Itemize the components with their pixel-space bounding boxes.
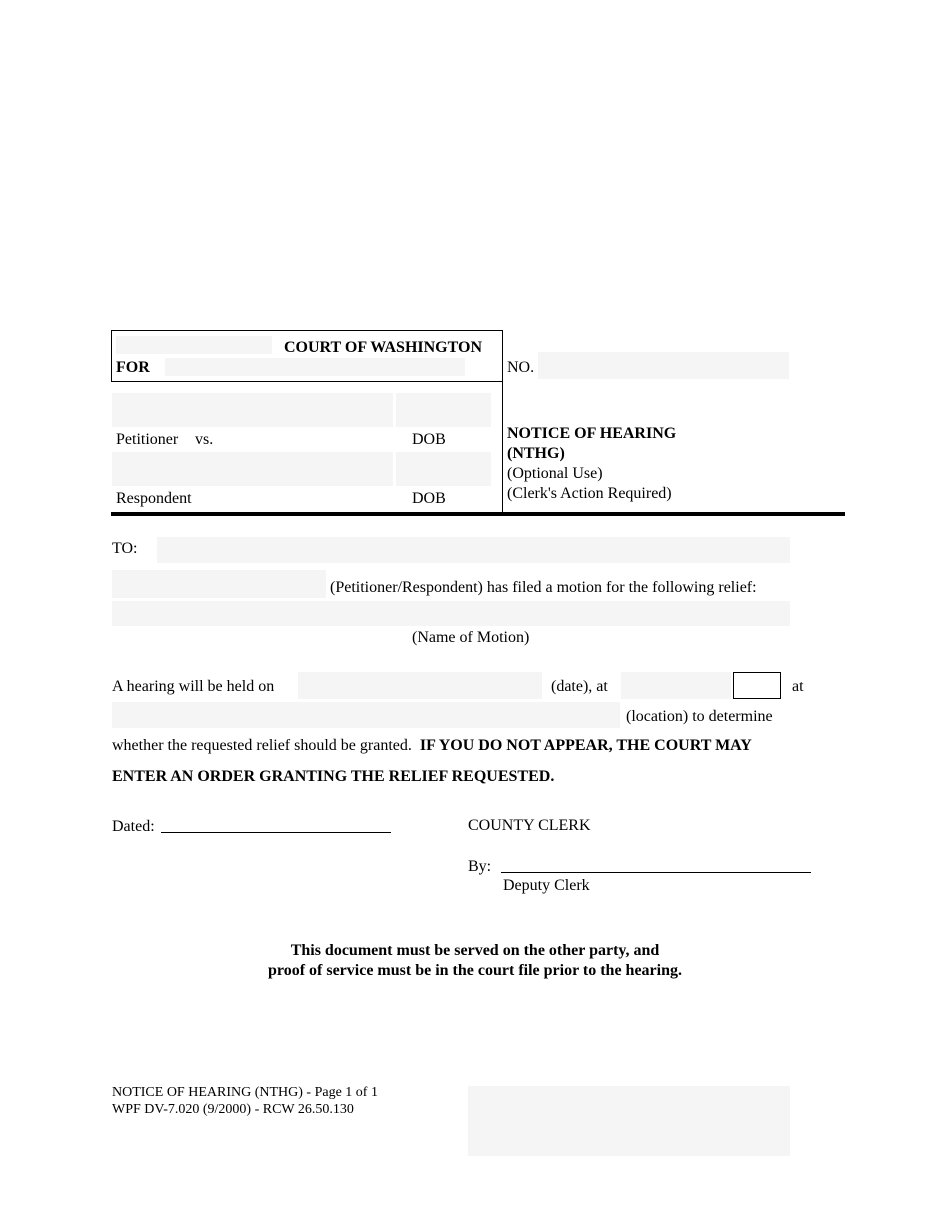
- footer-line2: WPF DV-7.020 (9/2000) - RCW 26.50.130: [112, 1102, 354, 1117]
- case-no-label: NO.: [507, 359, 535, 376]
- filing-party-field[interactable]: [112, 570, 326, 598]
- dob-label-respondent: DOB: [412, 490, 446, 507]
- county-clerk-label: COUNTY CLERK: [468, 817, 591, 834]
- service-notice: [112, 941, 838, 981]
- respondent-name-field[interactable]: [112, 452, 393, 486]
- for-label: FOR: [116, 359, 150, 376]
- optional-use-label: (Optional Use): [507, 465, 603, 482]
- location-label: (location) to determine: [626, 708, 773, 725]
- by-label: By:: [468, 858, 492, 875]
- hearing-prefix: A hearing will be held on: [112, 678, 275, 695]
- location-field[interactable]: [112, 702, 620, 728]
- caption-divider: [502, 330, 503, 516]
- form-title: NOTICE OF HEARING: [507, 425, 677, 442]
- date-suffix: (date), at: [551, 678, 608, 695]
- name-of-motion-label: (Name of Motion): [412, 629, 530, 646]
- case-no-field[interactable]: [538, 352, 789, 379]
- hearing-time-field[interactable]: [621, 672, 731, 699]
- caption-mid-border: [111, 381, 502, 382]
- service-notice-line1: This document must be served on the other party, and: [290, 942, 660, 959]
- deputy-clerk-label: Deputy Clerk: [503, 877, 590, 894]
- granted-text: whether the requested relief should be granted. IF YOU DO NOT APPEAR, THE COURT MAY: [112, 737, 752, 754]
- respondent-dob-field[interactable]: [396, 452, 491, 486]
- hearing-date-field[interactable]: [298, 672, 542, 699]
- county-field[interactable]: [116, 336, 272, 354]
- dated-label: Dated:: [112, 818, 155, 835]
- to-field[interactable]: [157, 537, 790, 563]
- for-county-field[interactable]: [165, 358, 465, 376]
- warning-text: ENTER AN ORDER GRANTING THE RELIEF REQUESTED.: [112, 768, 555, 785]
- caption-top-border: [111, 330, 502, 331]
- court-label: COURT OF WASHINGTON: [284, 339, 482, 356]
- dated-line[interactable]: [161, 832, 391, 833]
- footer-line1: NOTICE OF HEARING (NTHG) - Page 1 of 1: [112, 1085, 378, 1100]
- service-notice-line2: proof of service must be in the court file prior to the hearing.: [267, 962, 682, 979]
- caption-left-border: [111, 330, 112, 382]
- caption-bottom-rule: [111, 512, 845, 516]
- at-label: at: [792, 678, 804, 695]
- clerk-action-label: (Clerk's Action Required): [507, 485, 672, 502]
- respondent-label: Respondent: [116, 490, 192, 507]
- am-pm-box[interactable]: [733, 672, 781, 699]
- filed-motion-text: (Petitioner/Respondent) has filed a motion for the following relief:: [330, 579, 757, 596]
- to-label: TO:: [112, 540, 138, 557]
- form-code: (NTHG): [507, 445, 565, 462]
- by-signature-line[interactable]: [501, 872, 811, 873]
- petitioner-dob-field[interactable]: [396, 393, 491, 427]
- attorney-info-field[interactable]: [468, 1086, 790, 1156]
- vs-label: vs.: [195, 431, 214, 448]
- petitioner-label: Petitioner: [116, 431, 179, 448]
- motion-name-field[interactable]: [112, 601, 790, 626]
- dob-label-petitioner: DOB: [412, 431, 446, 448]
- petitioner-name-field[interactable]: [112, 393, 393, 427]
